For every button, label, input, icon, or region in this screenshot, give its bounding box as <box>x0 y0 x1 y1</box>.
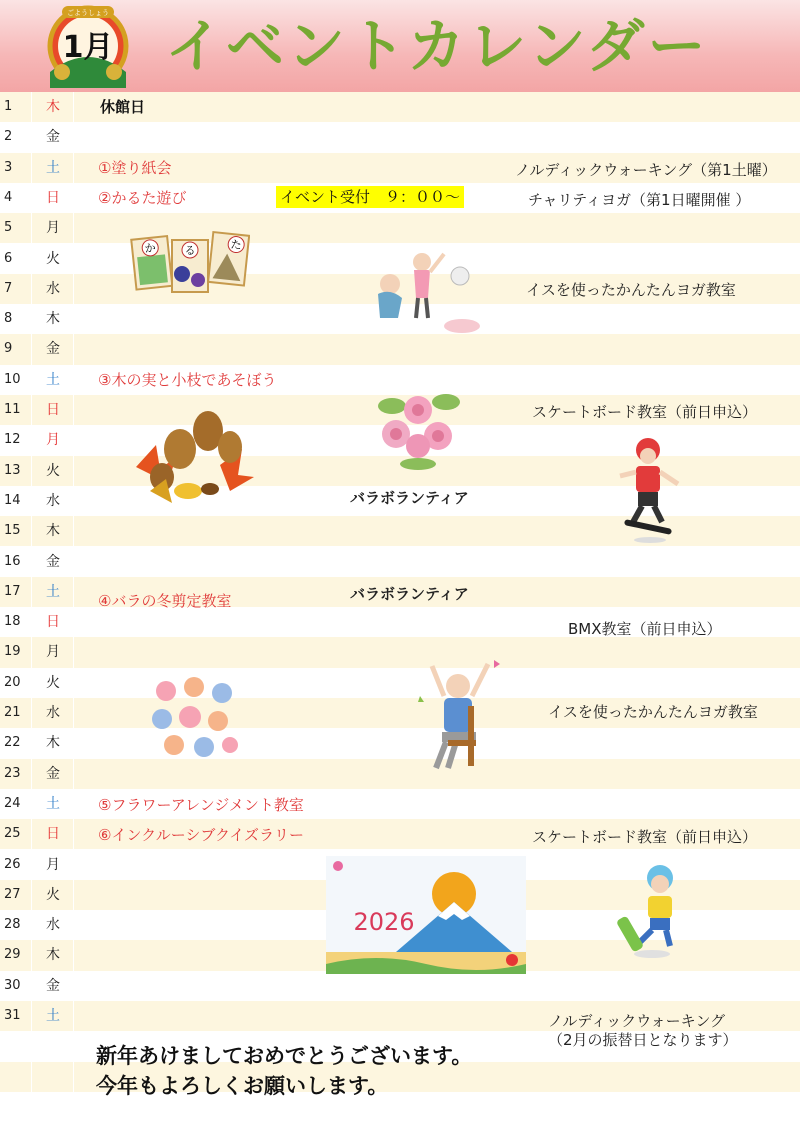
weekday-label: 月 <box>46 432 60 449</box>
side-event-d4: チャリティヨガ（第1日曜開催 ） <box>528 191 751 209</box>
date-number: 4 <box>4 189 13 205</box>
date-number: 2 <box>4 129 13 145</box>
karuta-2-text: る <box>184 244 196 257</box>
new-year-2026-icon <box>326 856 526 974</box>
skateboarder-kid-icon <box>616 864 688 960</box>
weekday-cell <box>32 1031 74 1061</box>
calendar-row <box>0 547 800 577</box>
weekday-label: 火 <box>46 250 60 267</box>
date-number: 28 <box>4 917 21 933</box>
weekday-label: 土 <box>46 1008 60 1024</box>
weekday-label: 水 <box>46 705 60 721</box>
event-3: ③木の実と小枝であそぼう <box>98 371 277 389</box>
side-event-d21: イスを使ったかんたんヨガ教室 <box>548 703 758 721</box>
date-number: 6 <box>4 250 13 266</box>
side-event-d25: スケートボード教室（前日申込） <box>532 828 758 846</box>
weekday-label: 月 <box>46 856 60 873</box>
weekday-label: 日 <box>46 402 60 418</box>
side-event-d3: ノルディックウォーキング（第1土曜） <box>515 161 777 179</box>
date-number: 30 <box>4 977 21 993</box>
weekday-label: 水 <box>46 280 60 297</box>
calendar-row <box>0 334 800 364</box>
reception-notice: イベント受付 ９：００～ <box>276 186 464 208</box>
weekday-label: 金 <box>46 341 60 358</box>
event-2: ②かるた遊び <box>98 189 187 207</box>
date-cell <box>0 1092 32 1122</box>
page-title: イベントカレンダー <box>165 12 709 80</box>
weekday-label: 水 <box>46 492 60 509</box>
pinecones-leaves-icon <box>132 405 256 511</box>
date-number: 18 <box>4 614 21 630</box>
karuta-cards-icon <box>130 230 250 296</box>
month-badge-icon <box>40 2 136 88</box>
weekday-label: 木 <box>46 735 60 752</box>
side-event-d31-note: （2月の振替日となります） <box>548 1031 738 1049</box>
flower-arrangement-icon <box>150 675 240 761</box>
weekday-label: 金 <box>46 765 60 782</box>
badge-small-text: ごようしょう <box>67 9 109 17</box>
date-number: 10 <box>4 371 21 387</box>
rose-volunteer-label-2: バラボランティア <box>350 585 469 603</box>
calendar-row <box>0 728 800 758</box>
event-4: ④バラの冬剪定教室 <box>98 592 232 610</box>
event-1: ①塗り紙会 <box>98 159 172 177</box>
weekday-label: 火 <box>46 674 60 691</box>
date-number: 23 <box>4 765 21 781</box>
rose-bouquet-icon <box>372 384 464 470</box>
weekday-label: 土 <box>46 159 60 176</box>
date-number: 16 <box>4 553 21 569</box>
date-number: 11 <box>4 402 21 417</box>
date-number: 3 <box>4 159 13 175</box>
chair-yoga-icon <box>412 656 504 776</box>
side-event-d18: BMX教室（前日申込） <box>568 620 722 638</box>
date-number: 22 <box>4 735 21 751</box>
date-number: 19 <box>4 644 21 660</box>
weekday-label: 金 <box>46 977 60 994</box>
date-number: 29 <box>4 947 21 963</box>
event-5: ⑤フラワーアレンジメント教室 <box>98 796 304 814</box>
event-6: ⑥インクルーシブクイズラリー <box>98 826 305 844</box>
date-number: 9 <box>4 341 13 357</box>
weekday-label: 金 <box>46 553 60 570</box>
calendar-row <box>0 668 800 698</box>
calendar-row <box>0 213 800 243</box>
weekday-label: 土 <box>46 795 60 812</box>
calendar-row <box>0 122 800 152</box>
date-number: 26 <box>4 856 21 872</box>
rose-volunteer-label-1: バラボランティア <box>350 489 469 507</box>
date-number: 24 <box>4 795 21 811</box>
date-number: 14 <box>4 492 21 508</box>
calendar-row <box>0 759 800 789</box>
date-number: 15 <box>4 523 21 539</box>
date-number: 5 <box>4 220 13 236</box>
karuta-3-text: た <box>229 237 243 253</box>
weekday-label: 金 <box>46 129 60 146</box>
event-closed: 休館日 <box>100 98 146 116</box>
weekday-label: 火 <box>46 886 60 903</box>
greeting-line-1: 新年あけましておめでとうございます。 <box>96 1044 473 1068</box>
date-number: 12 <box>4 432 21 448</box>
date-number: 20 <box>4 674 21 690</box>
side-event-d7: イスを使ったかんたんヨガ教室 <box>526 281 736 299</box>
weekday-label: 日 <box>46 614 60 631</box>
weekday-label: 木 <box>46 99 60 115</box>
yoga-seniors-icon <box>372 248 484 336</box>
weekday-label: 土 <box>46 583 60 600</box>
greeting-line-2: 今年もよろしくお願いします。 <box>96 1074 389 1098</box>
date-cell <box>0 1031 32 1061</box>
weekday-label: 火 <box>46 462 60 479</box>
weekday-label: 日 <box>46 189 60 206</box>
calendar-row <box>0 971 800 1001</box>
weekday-cell <box>32 1092 74 1122</box>
date-number: 25 <box>4 826 21 842</box>
weekday-label: 木 <box>46 523 60 540</box>
weekday-cell <box>32 1062 74 1092</box>
weekday-label: 月 <box>46 644 60 661</box>
month-badge-text: 1月 <box>62 30 114 65</box>
date-number: 27 <box>4 886 21 902</box>
date-cell <box>0 1062 32 1092</box>
skateboarder-icon <box>614 436 686 546</box>
date-number: 21 <box>4 705 21 720</box>
weekday-label: 木 <box>46 311 60 328</box>
weekday-label: 水 <box>46 917 60 934</box>
side-event-d31-title: ノルディックウォーキング <box>548 1012 726 1030</box>
date-number: 17 <box>4 583 21 599</box>
date-number: 1 <box>4 99 13 114</box>
date-number: 8 <box>4 311 13 327</box>
weekday-label: 月 <box>46 220 60 237</box>
year-text: 2026 <box>353 908 415 936</box>
date-number: 7 <box>4 280 13 296</box>
header-banner <box>0 0 800 92</box>
weekday-label: 土 <box>46 371 60 388</box>
weekday-label: 木 <box>46 947 60 964</box>
karuta-1-text: か <box>144 241 157 256</box>
date-number: 13 <box>4 462 21 478</box>
side-event-d11: スケートボード教室（前日申込） <box>532 403 758 421</box>
date-number: 31 <box>4 1008 21 1023</box>
weekday-label: 日 <box>46 826 60 843</box>
